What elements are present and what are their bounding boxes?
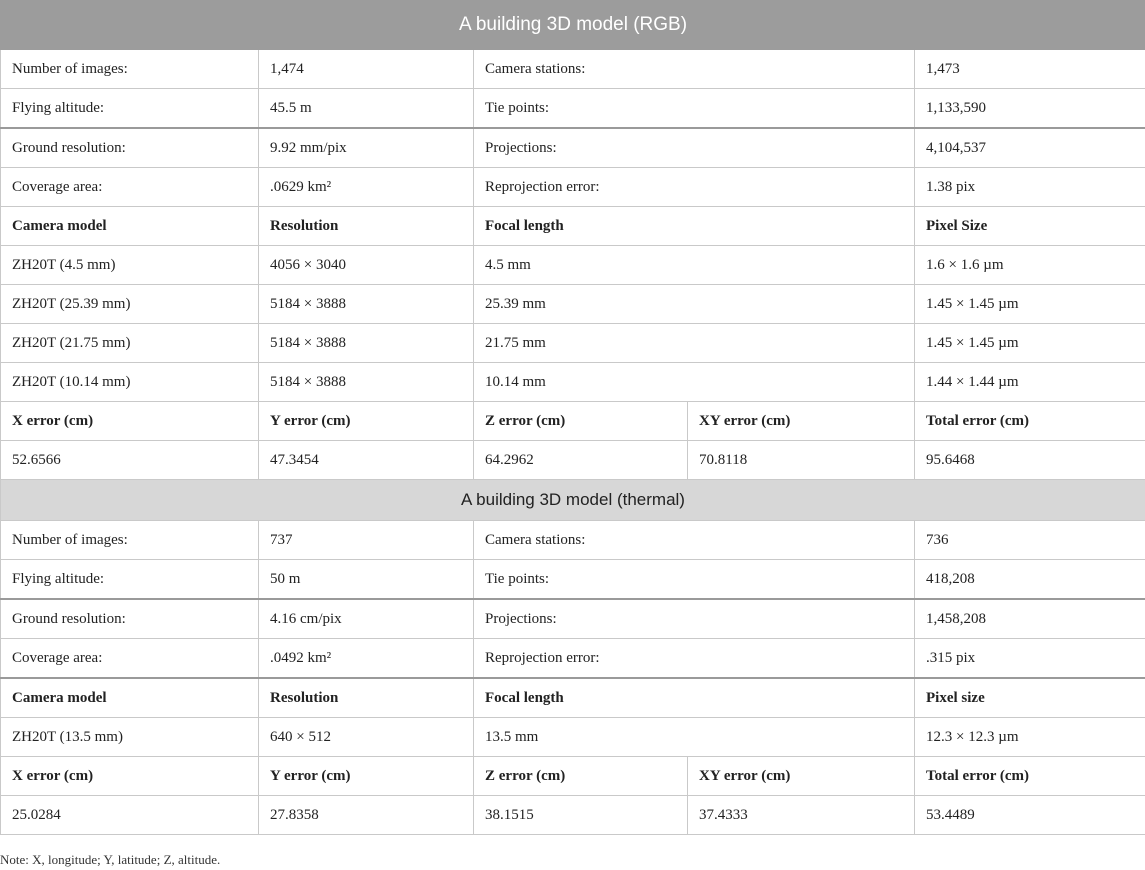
camera-model: ZH20T (13.5 mm) [1, 718, 259, 757]
rgb-section-header [1, 1, 1145, 50]
table-row [1, 324, 1145, 363]
summary-value: 736 [915, 521, 1145, 560]
camera-pixel-size: 12.3 × 12.3 µm [915, 718, 1145, 757]
total-error-value: 53.4489 [915, 796, 1145, 835]
table-row [1, 89, 1145, 129]
column-header: Z error (cm) [474, 402, 688, 441]
column-header: Z error (cm) [474, 757, 688, 796]
camera-resolution: 640 × 512 [259, 718, 474, 757]
table-row [1, 521, 1145, 560]
table-row [1, 128, 1145, 168]
z-error-value: 64.2962 [474, 441, 688, 480]
table-row [1, 639, 1145, 679]
table-row [1, 796, 1145, 835]
summary-value: 418,208 [915, 560, 1145, 600]
table-row [1, 441, 1145, 480]
table-row [1, 363, 1145, 402]
camera-focal-length: 4.5 mm [474, 246, 915, 285]
column-header: Total error (cm) [915, 402, 1145, 441]
camera-model: ZH20T (25.39 mm) [1, 285, 259, 324]
summary-label: Reprojection error: [474, 639, 915, 679]
summary-value: 50 m [259, 560, 474, 600]
summary-label: Tie points: [474, 89, 915, 129]
total-error-value: 95.6468 [915, 441, 1145, 480]
summary-label: Coverage area: [1, 168, 259, 207]
summary-label: Camera stations: [474, 50, 915, 89]
column-header: Focal length [474, 678, 915, 718]
summary-label: Ground resolution: [1, 128, 259, 168]
camera-pixel-size: 1.45 × 1.45 µm [915, 324, 1145, 363]
x-error-value: 52.6566 [1, 441, 259, 480]
camera-resolution: 5184 × 3888 [259, 285, 474, 324]
summary-value: .0629 km² [259, 168, 474, 207]
camera-pixel-size: 1.45 × 1.45 µm [915, 285, 1145, 324]
column-header: XY error (cm) [688, 402, 915, 441]
camera-resolution: 5184 × 3888 [259, 324, 474, 363]
camera-pixel-size: 1.44 × 1.44 µm [915, 363, 1145, 402]
summary-value: 1,473 [915, 50, 1145, 89]
table-row [1, 560, 1145, 600]
summary-label: Camera stations: [474, 521, 915, 560]
summary-value: 4.16 cm/pix [259, 599, 474, 639]
table-row [1, 246, 1145, 285]
summary-label: Flying altitude: [1, 89, 259, 129]
camera-focal-length: 13.5 mm [474, 718, 915, 757]
table-footnote: Note: X, longitude; Y, latitude; Z, altitude. [0, 852, 221, 867]
xy-error-value: 37.4333 [688, 796, 915, 835]
summary-label: Projections: [474, 599, 915, 639]
table-row [1, 168, 1145, 207]
summary-value: 1,458,208 [915, 599, 1145, 639]
summary-value: 4,104,537 [915, 128, 1145, 168]
xy-error-value: 70.8118 [688, 441, 915, 480]
summary-label: Number of images: [1, 50, 259, 89]
camera-focal-length: 25.39 mm [474, 285, 915, 324]
summary-value: 737 [259, 521, 474, 560]
column-header: Pixel Size [915, 207, 1145, 246]
summary-label: Tie points: [474, 560, 915, 600]
column-header: Y error (cm) [259, 402, 474, 441]
camera-focal-length: 10.14 mm [474, 363, 915, 402]
y-error-value: 27.8358 [259, 796, 474, 835]
column-header: Total error (cm) [915, 757, 1145, 796]
table-row [1, 285, 1145, 324]
thermal-section-title: A building 3D model (thermal) [1, 480, 1145, 521]
table-row [1, 50, 1145, 89]
summary-label: Ground resolution: [1, 599, 259, 639]
column-header: X error (cm) [1, 757, 259, 796]
y-error-value: 47.3454 [259, 441, 474, 480]
error-header-row [1, 402, 1145, 441]
camera-model: ZH20T (21.75 mm) [1, 324, 259, 363]
camera-resolution: 5184 × 3888 [259, 363, 474, 402]
column-header: Camera model [1, 678, 259, 718]
camera-header-row [1, 207, 1145, 246]
summary-label: Coverage area: [1, 639, 259, 679]
camera-header-row [1, 678, 1145, 718]
table-row [1, 718, 1145, 757]
z-error-value: 38.1515 [474, 796, 688, 835]
summary-value: 1,133,590 [915, 89, 1145, 129]
column-header: Resolution [259, 207, 474, 246]
camera-pixel-size: 1.6 × 1.6 µm [915, 246, 1145, 285]
thermal-section-header [1, 480, 1145, 521]
summary-label: Flying altitude: [1, 560, 259, 600]
summary-label: Number of images: [1, 521, 259, 560]
rgb-section-title: A building 3D model (RGB) [1, 1, 1145, 50]
column-header: X error (cm) [1, 402, 259, 441]
summary-label: Projections: [474, 128, 915, 168]
camera-focal-length: 21.75 mm [474, 324, 915, 363]
column-header: Pixel size [915, 678, 1145, 718]
error-header-row [1, 757, 1145, 796]
camera-model: ZH20T (4.5 mm) [1, 246, 259, 285]
column-header: Resolution [259, 678, 474, 718]
summary-value: .315 pix [915, 639, 1145, 679]
column-header: Focal length [474, 207, 915, 246]
column-header: XY error (cm) [688, 757, 915, 796]
x-error-value: 25.0284 [1, 796, 259, 835]
summary-label: Reprojection error: [474, 168, 915, 207]
camera-resolution: 4056 × 3040 [259, 246, 474, 285]
column-header: Y error (cm) [259, 757, 474, 796]
summary-value: 45.5 m [259, 89, 474, 129]
camera-model: ZH20T (10.14 mm) [1, 363, 259, 402]
summary-value: 9.92 mm/pix [259, 128, 474, 168]
table-row [1, 599, 1145, 639]
summary-value: 1.38 pix [915, 168, 1145, 207]
summary-value: .0492 km² [259, 639, 474, 679]
summary-value: 1,474 [259, 50, 474, 89]
column-header: Camera model [1, 207, 259, 246]
